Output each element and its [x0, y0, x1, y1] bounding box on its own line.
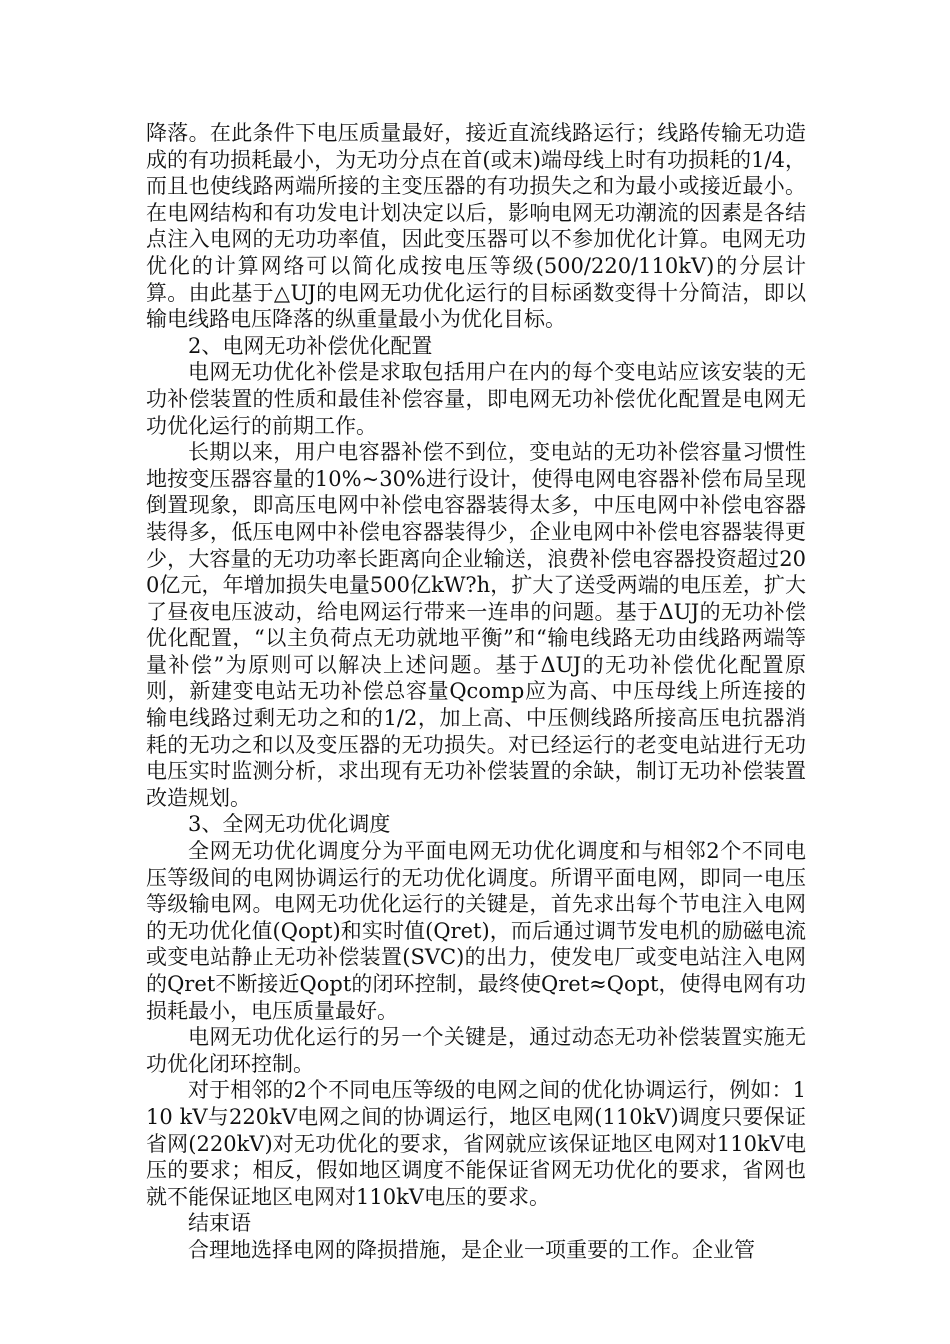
section-heading-conclusion: 结束语	[188, 1211, 251, 1236]
paragraph-dynamic: 电网无功优化运行的另一个关键是，通过动态无功补偿装置实施无功优化闭环控制。	[146, 1025, 806, 1076]
paragraph-long-term: 长期以来，用户电容器补偿不到位，变电站的无功补偿容量习惯性地按变压器容量的10%~30%进行设计，使得电网电容器补偿布局呈现倒置现象，即高压电网中补偿电容器装得太多，中压电网中补偿电容器装得多，低压电网中补偿电容器装得少，企业电网中补偿电容器装得更少，大容量的无功功率长距离向企业输送，浪费补偿电容器投资超过200亿元，年增加损失电量500亿kW?h，扩大了送受两端的电压差，扩大了昼夜电压波动，给电网运行带来一连串的问题。基于ΔUJ的无功补偿优化配置，“以主负荷点无功就地平衡”和“输电线路无功由线路两端等量补偿”为原则可以解决上述问题。基于ΔUJ的无功补偿优化配置原则，新建变电站无功补偿总容量Qcomp应为高、中压母线上所连接的输电线路过剩无功之和的1/2，加上高、中压侧线路所接高压电抗器消耗的无功之和以及变压器的无功损失。对已经运行的老变电站进行无功电压实时监测分析，求出现有无功补偿装置的余缺，制订无功补偿装置改造规划。	[146, 440, 806, 810]
paragraph-continuation: 降落。在此条件下电压质量最好，接近直流线路运行；线路传输无功造成的有功损耗最小，为无功分点在首(或末)端母线上时有功损耗的1/4，而且也使线路两端所接的主变压器的有功损失之和为最小或接近最小。在电网结构和有功发电计划决定以后，影响电网无功潮流的因素是各结点注入电网的无功功率值，因此变压器可以不参加优化计算。电网无功优化的计算网络可以简化成按电压等级(500/220/110kV)的分层计算。由此基于△UJ的电网无功优化运行的目标函数变得十分简洁，即以输电线路电压降落的纵重量最小为优化目标。	[146, 121, 806, 332]
section-heading-2: 2、电网无功补偿优化配置	[188, 333, 433, 358]
paragraph-conclusion: 合理地选择电网的降损措施，是企业一项重要的工作。企业管	[188, 1237, 755, 1262]
paragraph-dispatch: 全网无功优化调度分为平面电网无功优化调度和与相邻2个不同电压等级间的电网协调运行的无功优化调度。所谓平面电网，即同一电压等级输电网。电网无功优化运行的关键是，首先求出每个节电注入电网的无功优化值(Qopt)和实时值(Qret)，而后通过调节发电机的励磁电流或变电站静止无功补偿装置(SVC)的出力，使发电厂或变电站注入电网的Qret不断接近Qopt的闭环控制，最终使Qret≈Qopt，使得电网有功损耗最小，电压质量最好。	[146, 839, 806, 1023]
paragraph-config-intro: 电网无功优化补偿是求取包括用户在内的每个变电站应该安装的无功补偿装置的性质和最佳补偿容量，即电网无功补偿优化配置是电网无功优化运行的前期工作。	[146, 360, 806, 438]
paragraph-adjacent: 对于相邻的2个不同电压等级的电网之间的优化协调运行，例如：110 kV与220kV电网之间的协调运行，地区电网(110kV)调度只要保证省网(220kV)对无功优化的要求，省网就应该保证地区电网对110kV电压的要求；相反，假如地区调度不能保证省网无功优化的要求，省网也就不能保证地区电网对110kV电压的要求。	[146, 1078, 806, 1209]
section-heading-3: 3、全网无功优化调度	[188, 812, 391, 837]
document-page	[146, 120, 806, 1264]
